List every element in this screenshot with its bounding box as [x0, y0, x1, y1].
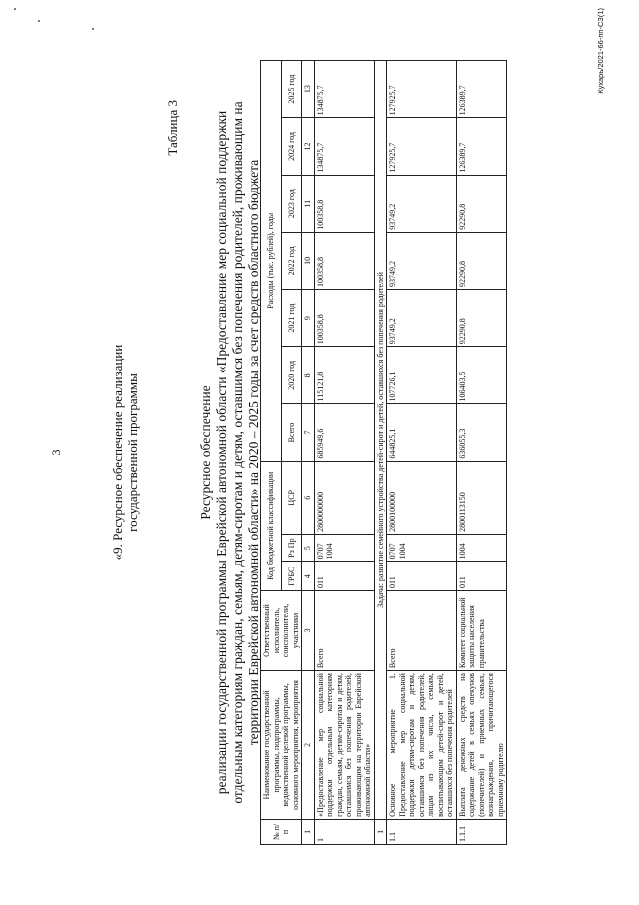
table-label: Таблица 3 — [165, 100, 180, 156]
row-name: Выплата денежных средств на содержание детей в семьях опекунов (попечителей) и приемных семьях, вознаграждения, причитающегося приемному родителю — [456, 671, 507, 820]
row-value: 126389,7 — [456, 118, 507, 175]
row-num: 1.1.1 — [456, 819, 507, 844]
row-value: 644825,1 — [387, 404, 457, 461]
row-csr: 2800000000 — [314, 461, 374, 534]
header-kbk: Код бюджетной классификации — [261, 461, 282, 590]
footer-code: Кухарь/2021-66-пп-СЗ(1) — [596, 8, 605, 94]
header-row-1 — [261, 61, 282, 845]
header-year: 2023 год — [281, 175, 302, 232]
col-number: 9 — [302, 290, 315, 347]
title-line1: Ресурсное обеспечение — [198, 385, 213, 520]
row-value: 93749,2 — [387, 232, 457, 289]
header-year: 2020 год — [281, 347, 302, 404]
page-number: 3 — [49, 449, 63, 456]
table-row — [314, 61, 374, 845]
resource-table — [260, 60, 507, 845]
row-value: 115121,8 — [314, 347, 374, 404]
row-value: 100358,8 — [314, 290, 374, 347]
col-number: 2 — [302, 671, 315, 820]
row-value: 93749,2 — [387, 175, 457, 232]
row-value: 126389,7 — [456, 61, 507, 118]
table-row — [456, 61, 507, 845]
section-title-line1: «9. Ресурсное обеспечение реализации — [110, 344, 125, 561]
header-exec: Ответственный исполнитель, соисполнители, участники — [261, 590, 302, 670]
row-rzpr: 0707 1004 — [314, 534, 374, 561]
row-value: 92290,8 — [456, 232, 507, 289]
table-row — [387, 61, 457, 845]
row-grbs: 011 — [387, 562, 457, 591]
header-name: Наименование государственной программы, подпрограммы, ведомственной целевой программы, основного мероприятия, мероприятия — [261, 671, 302, 820]
row-rzpr: 0707 1004 — [387, 534, 457, 561]
row-csr: 2800113150 — [456, 461, 507, 534]
row-value: 93749,2 — [387, 290, 457, 347]
row-exec: Комитет социальной защиты населения правительства — [456, 590, 507, 670]
col-number: 7 — [302, 404, 315, 461]
row-name: «Предоставление мер социальной поддержки отдельным категориям граждан, семьям, детям-сиротам и детям, оставшимся без попечения родителей, проживающим на территории Еврейской автономной области» — [314, 671, 374, 820]
row-value: 100358,8 — [314, 175, 374, 232]
header-rzpr: Рз Пр — [281, 534, 302, 561]
task-num: 1 — [374, 819, 387, 844]
col-number: 4 — [302, 562, 315, 591]
col-number: 5 — [302, 534, 315, 561]
title-line3: отдельным категориям граждан, семьям, детям-сиротам и детям, оставшимся без попечения родителей, проживающим на — [230, 101, 245, 804]
row-exec: Всего — [314, 590, 374, 670]
col-number: 12 — [302, 118, 315, 175]
col-number: 3 — [302, 590, 315, 670]
row-value: 636055,3 — [456, 404, 507, 461]
row-value: 92290,8 — [456, 175, 507, 232]
header-csr: ЦСР — [281, 461, 302, 534]
col-number: 6 — [302, 461, 315, 534]
header-year: 2024 год — [281, 118, 302, 175]
document-title — [198, 60, 262, 845]
row-grbs: 011 — [314, 562, 374, 591]
row-value: 134875,7 — [314, 118, 374, 175]
task-text: Задача: развитие семейного устройства детей-сирот и детей, оставшихся без попечения родителей — [374, 61, 387, 820]
column-numbers-row — [302, 61, 315, 845]
title-line2: реализации государственной программы Еврейской автономной области «Предоставление мер социальной поддержки — [214, 110, 229, 795]
row-value: 685949,6 — [314, 404, 374, 461]
row-num: 1.1 — [387, 819, 457, 844]
row-value: 92290,8 — [456, 290, 507, 347]
col-number: 8 — [302, 347, 315, 404]
row-value: 134875,7 — [314, 61, 374, 118]
row-name: Основное мероприятие 1. Предоставление мер социальной поддержки детям-сиротам и детям, оставшимся без попечения родителей, лицам из их числа, семьям, воспитывающим детей-сирот и детей, оставшихся без попечения родителей — [387, 671, 457, 820]
header-num: № п/п — [261, 819, 302, 844]
row-value: 107726,1 — [387, 347, 457, 404]
header-grbs: ГРБС — [281, 562, 302, 591]
col-number: 10 — [302, 232, 315, 289]
section-title — [110, 0, 140, 905]
header-total: Всего — [281, 404, 302, 461]
row-value: 106403,5 — [456, 347, 507, 404]
row-value: 127925,7 — [387, 118, 457, 175]
col-number: 1 — [302, 819, 315, 844]
row-csr: 2800100000 — [387, 461, 457, 534]
header-year: 2025 год — [281, 61, 302, 118]
row-value: 100358,8 — [314, 232, 374, 289]
row-num: 1 — [314, 819, 374, 844]
row-grbs: 011 — [456, 562, 507, 591]
task-row — [374, 61, 387, 845]
col-number: 11 — [302, 175, 315, 232]
row-rzpr: 1004 — [456, 534, 507, 561]
title-line4: территории Еврейской автономной области» на 2020 – 2025 годы за счет средств областного бюджета — [246, 159, 261, 746]
header-year: 2021 год — [281, 290, 302, 347]
col-number: 13 — [302, 61, 315, 118]
row-exec: Всего — [387, 590, 457, 670]
header-expenses: Расходы (тыс. рублей), годы — [261, 61, 282, 462]
row-value: 127925,7 — [387, 61, 457, 118]
header-year: 2022 год — [281, 232, 302, 289]
section-title-line2: государственной программы — [125, 373, 140, 532]
